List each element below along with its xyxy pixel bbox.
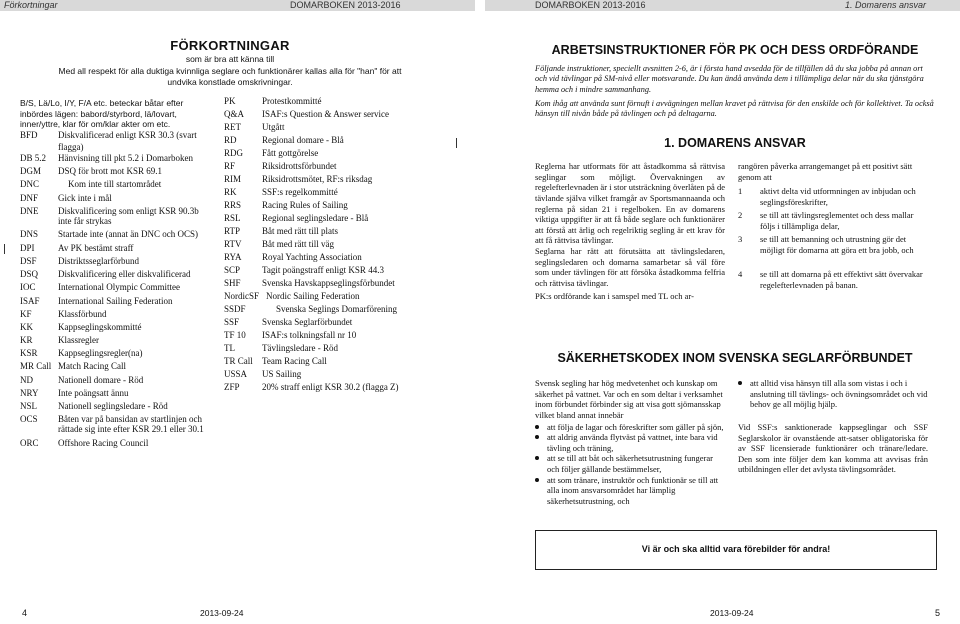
right-header-title: DOMARBOKEN 2013-2016 — [535, 0, 646, 10]
bullet-icon — [738, 381, 742, 385]
margin-marker — [4, 244, 5, 254]
right-header-section: 1. Domarens ansvar — [845, 0, 927, 10]
responsibility-paragraph: Seglarna har rätt att förutsätta att tävlingsledaren, seglingsledaren och domarna samarbetar så väl före som under tävlingen för att försöka åstadkomma felfria och rättvisa tävlingar. — [535, 246, 725, 288]
left-header-bar — [0, 0, 475, 11]
abbreviation-list-col1: BFD Diskvalificerad enligt KSR 30.3 (svart flagga) DB 5.2 Hänvisning till pkt 5.2 i Domarboken DGM DSQ för brott mot KSR 69.1 DNC Kom inte till startområdet DNF Gick inte i mål DNE Diskvalificering som enligt KSR 90.3b inte får strykas DNS Startade inte (annat än DNC och OCS) DPI Av PK bestämt straff DSF Distriktsseglarförbund DSQ Diskvalificering eller diskvalificerad IOC International Olympic Committee ISAF International Sailing Federation KF Klassförbund KK Kappseglingskommitté KR Klassregler KSR Kappseglingsregler(na) MR Call Match Racing Call ND Nationell domare - Röd NRY Inte poängsatt ännu NSL Nationell seglingsledare - Röd OCS Båten var på bansidan av startlinjen och rättade sig inte efter KSR 29.1 eller 30.1 ORC Offshore Racing Council — [20, 130, 204, 448]
abbreviations-title: FÖRKORTNINGAR — [170, 38, 290, 53]
bullet-icon — [535, 478, 539, 482]
instructions-heading: ARBETSINSTRUKTIONER FÖR PK OCH DESS ORDFÖRANDE — [551, 43, 919, 57]
bullet-icon — [535, 456, 539, 460]
safety-code-paragraph: Vid SSF:s sanktionerade kappseglingar och SSF Seglarskolor är ovanstående att-satser obligatoriska för av SSF licensierade funktionärer och tränare/ledare. Den som inte följer dem kan komma att avvisas från utbildningen eller det avlysta tävlingsområdet. — [738, 421, 928, 475]
right-header-bar — [485, 0, 960, 11]
position-explanation: B/S, Lä/Lo, I/Y, F/A etc. beteckar båtar efter inbördes lägen: babord/styrbord, lä/lovart, inner/yttre, klar för om/klar akter om etc. — [20, 98, 184, 130]
list-item: att följa de lagar och föreskrifter som gäller på sjön, — [535, 422, 725, 433]
instructions-reminder: Kom ihåg att använda sunt förnuft i avvägningen mellan kravet på rättvisa för den enskilde och för kollektivet. Ta också hänsyn till nivån både på tävlingen och på deltagarna. — [535, 99, 934, 119]
safety-code-heading: SÄKERHETSKODEX INOM SVENSKA SEGLARFÖRBUNDET — [557, 351, 913, 365]
instructions-intro: Följande instruktioner, speciellt avsnitten 2-6, är i första hand avsedda för de tillfällen då du ska jobba på annan ort och vid tävlingar på SM-nivå eller motsvarande. Du kan ändå använda dem i tillämpliga delar när du ska tjänstgöra hemma och i mindre sammanhang. — [535, 64, 924, 94]
left-header-section: Förkortningar — [4, 0, 58, 10]
role-model-text: Vi är och ska alltid vara förebilder för andra! — [641, 544, 831, 554]
list-item: att se till att båt och säkerhetsutrustning fungerar och följer gällande bestämmelser, — [535, 453, 725, 474]
responsibility-text-right — [738, 161, 928, 301]
safety-code-intro: Svensk segling har hög medvetenhet och kunskap om säkerhet på vattnet. Var och en som deltar i verksamhet inom förbundet förbinder sig att visa gott sjömansskap vilket bland annat innebär — [535, 378, 723, 420]
margin-marker — [456, 138, 457, 148]
list-item: att aldrig använda flytväst på vattnet, inte bara vid tävling och träning, — [535, 432, 725, 453]
abbreviations-subtitle: som är bra att känna till — [185, 54, 275, 64]
responsibility-heading: 1. DOMARENS ANSVAR — [664, 136, 806, 150]
intro-line-2: undvika konstlade omskrivningar. — [167, 77, 293, 87]
left-header-title: DOMARBOKEN 2013-2016 — [290, 0, 401, 10]
responsibility-paragraph: PK:s ordförande kan i samspel med TL och ar- — [535, 290, 694, 301]
responsibility-paragraph: Reglerna har utformats för att åstadkomma så rättvisa seglingar som möjligt. Övervakningen av regelefterlevnaden är i stor utsträckning överlåten på de tävlande själva vilket framgår av Sportsmannaanda och reglerna på sidan 21 i regelboken. En av domarens viktiga uppgifter är att få både seglare och funktionärer att förstå att ärlig och regelriktig segling är ett krav för att få rättvisa tävlingar. — [535, 161, 725, 246]
responsibility-list: 1 aktivt delta vid utformningen av inbjudan och seglingsföreskrifter, 2 se till att tävlingsreglementet och dess mallar följs i tillämpliga delar, 3 se till att bemanning och utrustning gör det möjligt för domarna att göra ett bra jobb, och 4 se till att domarna på ett effektivt sätt övervakar regelefterlevnaden på banan. — [738, 186, 923, 290]
bullet-icon — [535, 425, 539, 429]
intro-line-1: Med all respekt för alla duktiga kvinnliga seglare och funktionärer kallas alla för "han" för att — [58, 66, 402, 76]
right-page-number: 5 — [935, 608, 941, 618]
list-item: att som tränare, instruktör och funktionär se till att alla inom ansvarsområdet har lämplig säkerhetsutrustning, och — [535, 475, 725, 507]
safety-code-right — [738, 378, 928, 475]
left-footer-date: 2013-09-24 — [200, 608, 244, 618]
responsibility-intro: rangören påverka arrangemanget på ett positivt sätt genom att — [738, 161, 913, 182]
abbreviation-list-col2: PK Protestkommitté Q&A ISAF:s Question & Answer service RET Utgått RD Regional domare - Blå RDG Fått gottgörelse RF Riksidrottsförbundet RIM Riksidrottsmötet, RF:s riksdag RK SSF:s regelkommitté RRS Racing Rules of Sailing RSL Regional seglingsledare - Blå RTP Båt med rätt till plats RTV Båt med rätt till väg RYA Royal Yachting Association SCP Tagit poängstraff enligt KSR 44.3 SHF Svenska Havskappseglingsförbundet NordicSF Nordic Sailing Federation SSDF Svenska Seglings Domarförening SSF Svenska Seglarförbundet TF 10 ISAF:s tolkningsfall nr 10 TL Tävlingsledare - Röd TR Call Team Racing Call USSA US Sailing ZFP 20% straff enligt KSR 30.2 (flagga Z) — [224, 96, 399, 392]
role-model-box — [535, 530, 937, 570]
left-page-number: 4 — [22, 608, 28, 618]
right-footer-date: 2013-09-24 — [710, 608, 754, 618]
responsibility-text-left — [535, 161, 725, 301]
safety-code-left — [535, 378, 725, 507]
bullet-icon — [535, 435, 539, 439]
list-item: att alltid visa hänsyn till alla som vistas i och i anslutning till tävlings- och övningsområdet och vid behov ge all möjlig hjälp. — [738, 378, 928, 410]
